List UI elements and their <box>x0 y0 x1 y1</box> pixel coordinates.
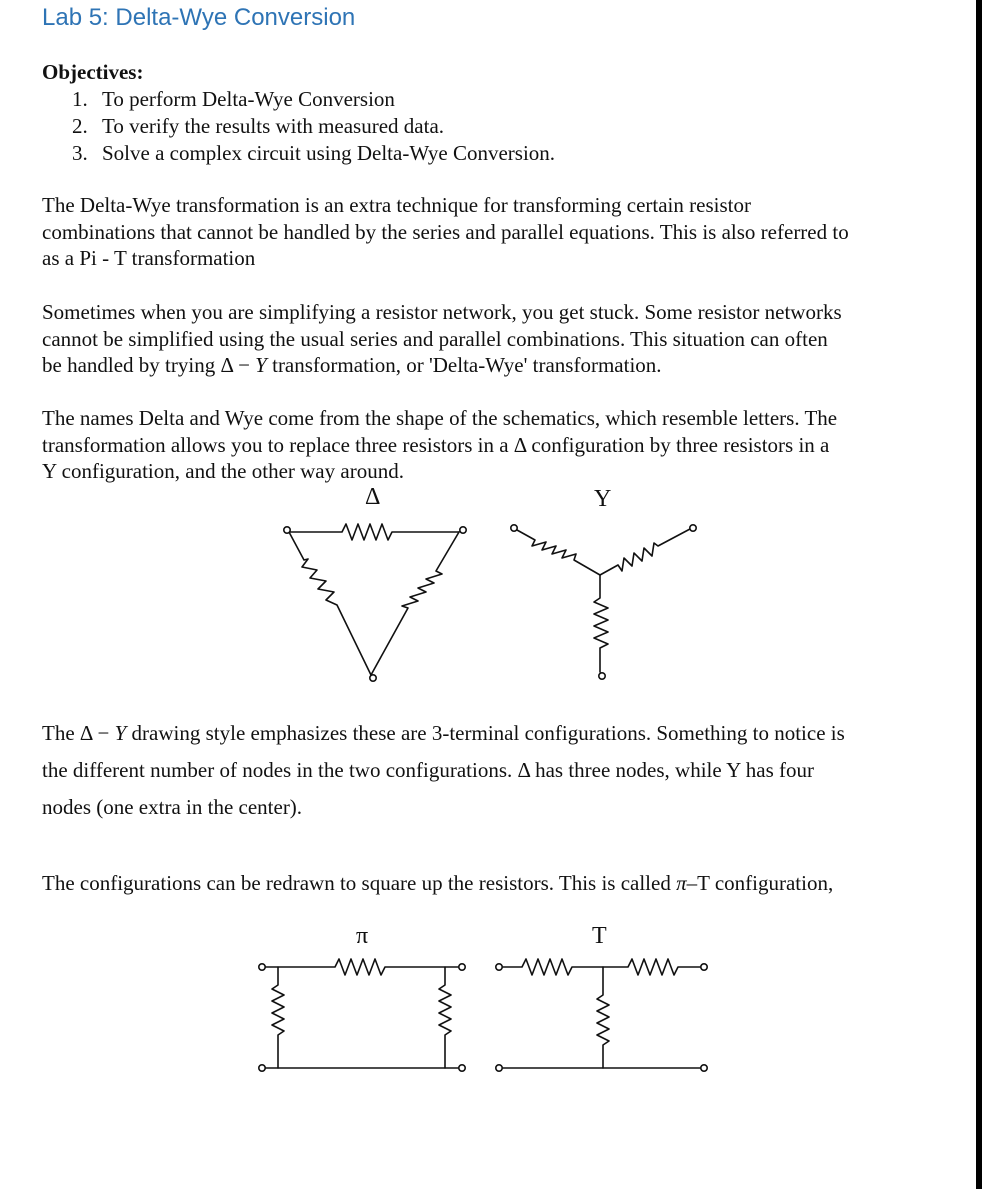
delta-terminal-right <box>460 527 466 533</box>
wye-right-resistor <box>600 529 690 575</box>
page-title: Lab 5: Delta-Wye Conversion <box>42 4 356 31</box>
delta-terminal-left <box>284 527 290 533</box>
redrawn-paragraph <box>42 870 962 897</box>
pi-label: π <box>356 923 369 949</box>
wye-terminal-left <box>511 525 517 531</box>
objectives-list <box>72 86 555 167</box>
paragraph-line: The names Delta and Wye come from the shape of the schematics, which resemble letters. The <box>42 406 838 430</box>
list-item <box>72 113 555 140</box>
list-text: To verify the results with measured data. <box>102 114 445 138</box>
list-item <box>72 140 555 167</box>
paragraph-line: Y configuration, and the other way around. <box>42 459 404 483</box>
paragraph-line: nodes (one extra in the center). <box>42 795 303 819</box>
tee-left-resistor <box>503 959 603 975</box>
list-text: Solve a complex circuit using Delta-Wye Conversion. <box>102 141 556 165</box>
paragraph-line: combinations that cannot be handled by the series and parallel equations. This is also referred to <box>42 219 849 244</box>
math-minus: − <box>92 721 115 745</box>
paragraph-line: the different number of nodes in the two configurations. Δ has three nodes, while Y has four <box>42 758 815 782</box>
math-y: Y <box>114 721 127 745</box>
math-delta: Δ <box>79 721 93 745</box>
objectives-heading: Objectives: <box>42 60 144 84</box>
pi-terminal-bottom-left <box>259 1065 265 1071</box>
pi-terminal-top-right <box>459 964 465 970</box>
paragraph-line: as a Pi - T transformation <box>42 246 256 270</box>
tee-bottom-resistor <box>597 967 609 1068</box>
tee-label: T <box>592 923 607 949</box>
wye-left-resistor <box>517 530 600 575</box>
intro-paragraph <box>42 192 962 272</box>
tee-terminal-bottom-right <box>701 1065 707 1071</box>
paragraph-line <box>42 870 962 897</box>
list-text: To perform Delta-Wye Conversion <box>102 87 395 111</box>
paragraph-line: The Delta-Wye transformation is an extra technique for transforming certain resistor <box>42 193 751 217</box>
math-delta: Δ <box>220 353 233 377</box>
paragraph-line <box>42 715 962 752</box>
style-paragraph <box>42 715 962 826</box>
list-number: 2. <box>72 114 88 138</box>
delta-left-resistor <box>289 532 371 675</box>
list-number: 3. <box>72 141 88 165</box>
list-number: 1. <box>72 87 88 111</box>
paragraph-line: Sometimes when you are simplifying a resistor network, you get stuck. Some resistor networks <box>42 300 842 324</box>
text-run: drawing style emphasizes these are 3-terminal configurations. Something to notice is <box>126 721 845 745</box>
wye-terminal-right <box>690 525 696 531</box>
stuck-paragraph <box>42 299 962 379</box>
delta-terminal-bottom <box>370 675 376 681</box>
delta-label: Δ <box>365 484 381 510</box>
text-run: be handled by trying <box>42 353 221 377</box>
text-run: transformation, or 'Delta-Wye' transformation. <box>266 353 662 377</box>
pi-terminal-top-left <box>259 964 265 970</box>
paragraph-line: cannot be simplified using the usual series and parallel combinations. This situation can often <box>42 326 828 351</box>
delta-wye-figure <box>0 480 982 690</box>
tee-terminal-top-right <box>701 964 707 970</box>
tee-terminal-top-left <box>496 964 502 970</box>
pi-top-resistor <box>265 959 458 975</box>
pi-left-resistor <box>272 967 284 1068</box>
wye-label: Y <box>594 486 612 512</box>
math-y: Y <box>255 353 267 377</box>
math-minus: − <box>232 353 256 377</box>
math-dash: – <box>686 871 698 895</box>
text-run: The <box>42 721 80 745</box>
wye-bottom-resistor <box>594 575 608 672</box>
wye-terminal-bottom <box>599 673 605 679</box>
math-pi: π <box>676 871 687 895</box>
names-paragraph <box>42 405 962 485</box>
paragraph-line: transformation allows you to replace three resistors in a Δ configuration by three resistors in a <box>42 432 830 457</box>
paragraph-line <box>42 352 962 379</box>
pi-right-resistor <box>439 967 451 1068</box>
tee-right-resistor <box>603 959 700 975</box>
text-run: T configuration, <box>697 871 834 895</box>
pi-tee-figure <box>0 915 982 1085</box>
tee-terminal-bottom-left <box>496 1065 502 1071</box>
delta-top-resistor <box>289 524 459 540</box>
text-run: The configurations can be redrawn to square up the resistors. This is called <box>42 871 677 895</box>
delta-right-resistor <box>371 532 459 675</box>
pi-terminal-bottom-right <box>459 1065 465 1071</box>
list-item <box>72 86 555 113</box>
